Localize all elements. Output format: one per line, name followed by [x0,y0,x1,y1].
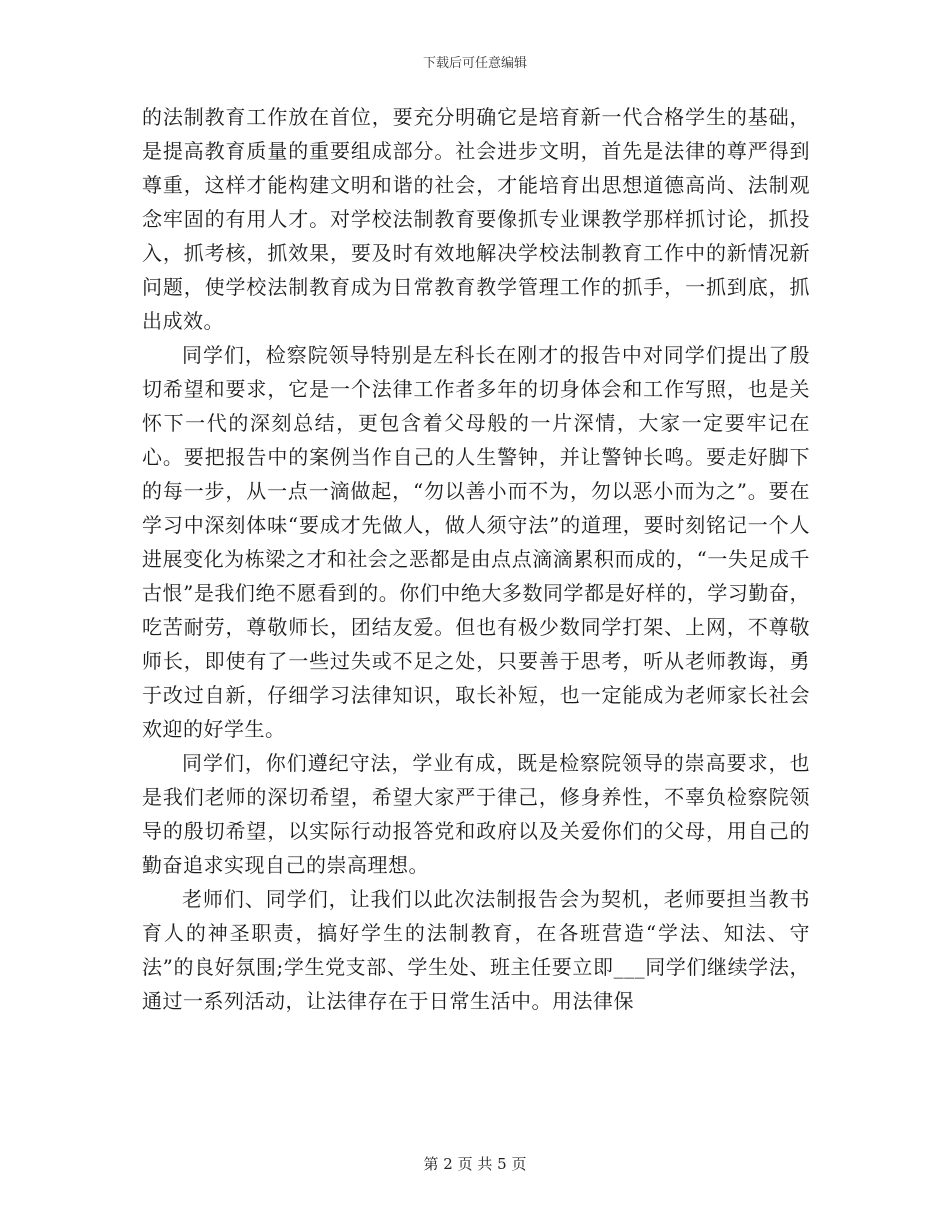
paragraph-1: 的法制教育工作放在首位，要充分明确它是培育新一代合格学生的基础，是提高教育质量的重要组成部分。社会进步文明，首先是法律的尊严得到尊重，这样才能构建文明和谐的社会，才能培育出思想道德高尚、法制观念牢固的有用人才。对学校法制教育要像抓专业课教学那样抓讨论，抓投入，抓考核，抓效果，要及时有效地解决学校法制教育工作中的新情况新问题，使学校法制教育成为日常教育教学管理工作的抓手，一抓到底，抓出成效。 [142,105,810,333]
paragraph-4: 老师们、同学们，让我们以此次法制报告会为契机，老师要担当教书育人的神圣职责，搞好学生的法制教育，在各班营造“学法、知法、守法”的良好氛围;学生党支部、学生处、班主任要立即___同学们继续学法，通过一系列活动，让法律存在于日常生活中。用法律保 [142,887,810,1013]
paragraph-3: 同学们，你们遵纪守法，学业有成，既是检察院领导的崇高要求，也是我们老师的深切希望，希望大家严于律己，修身养性，不辜负检察院领导的殷切希望，以实际行动报答党和政府以及关爱你们的父母，用自己的勤奋追求实现自己的崇高理想。 [142,751,810,877]
page-number-footer: 第 2 页 共 5 页 [423,1155,527,1173]
paragraph-2: 同学们，检察院领导特别是左科长在刚才的报告中对同学们提出了殷切希望和要求，它是一个法律工作者多年的切身体会和工作写照，也是关怀下一代的深刻总结，更包含着父母般的一片深情，大家一定要牢记在心。要把报告中的案例当作自己的人生警钟，并让警钟长鸣。要走好脚下的每一步，从一点一滴做起，“勿以善小而不为，勿以恶小而为之”。要在学习中深刻体味“要成才先做人，做人须守法”的道理，要时刻铭记一个人进展变化为栋梁之才和社会之恶都是由点点滴滴累积而成的，“一失足成千古恨”是我们绝不愿看到的。你们中绝大多数同学都是好样的，学习勤奋，吃苦耐劳，尊敬师长，团结友爱。但也有极少数同学打架、上网，不尊敬师长，即使有了一些过失或不足之处，只要善于思考，听从老师教诲，勇于改过自新，仔细学习法律知识，取长补短，也一定能成为老师家长社会欢迎的好学生。 [142,343,810,741]
page-header: 下载后可任意编辑 [422,56,527,71]
body-text [142,100,810,1018]
